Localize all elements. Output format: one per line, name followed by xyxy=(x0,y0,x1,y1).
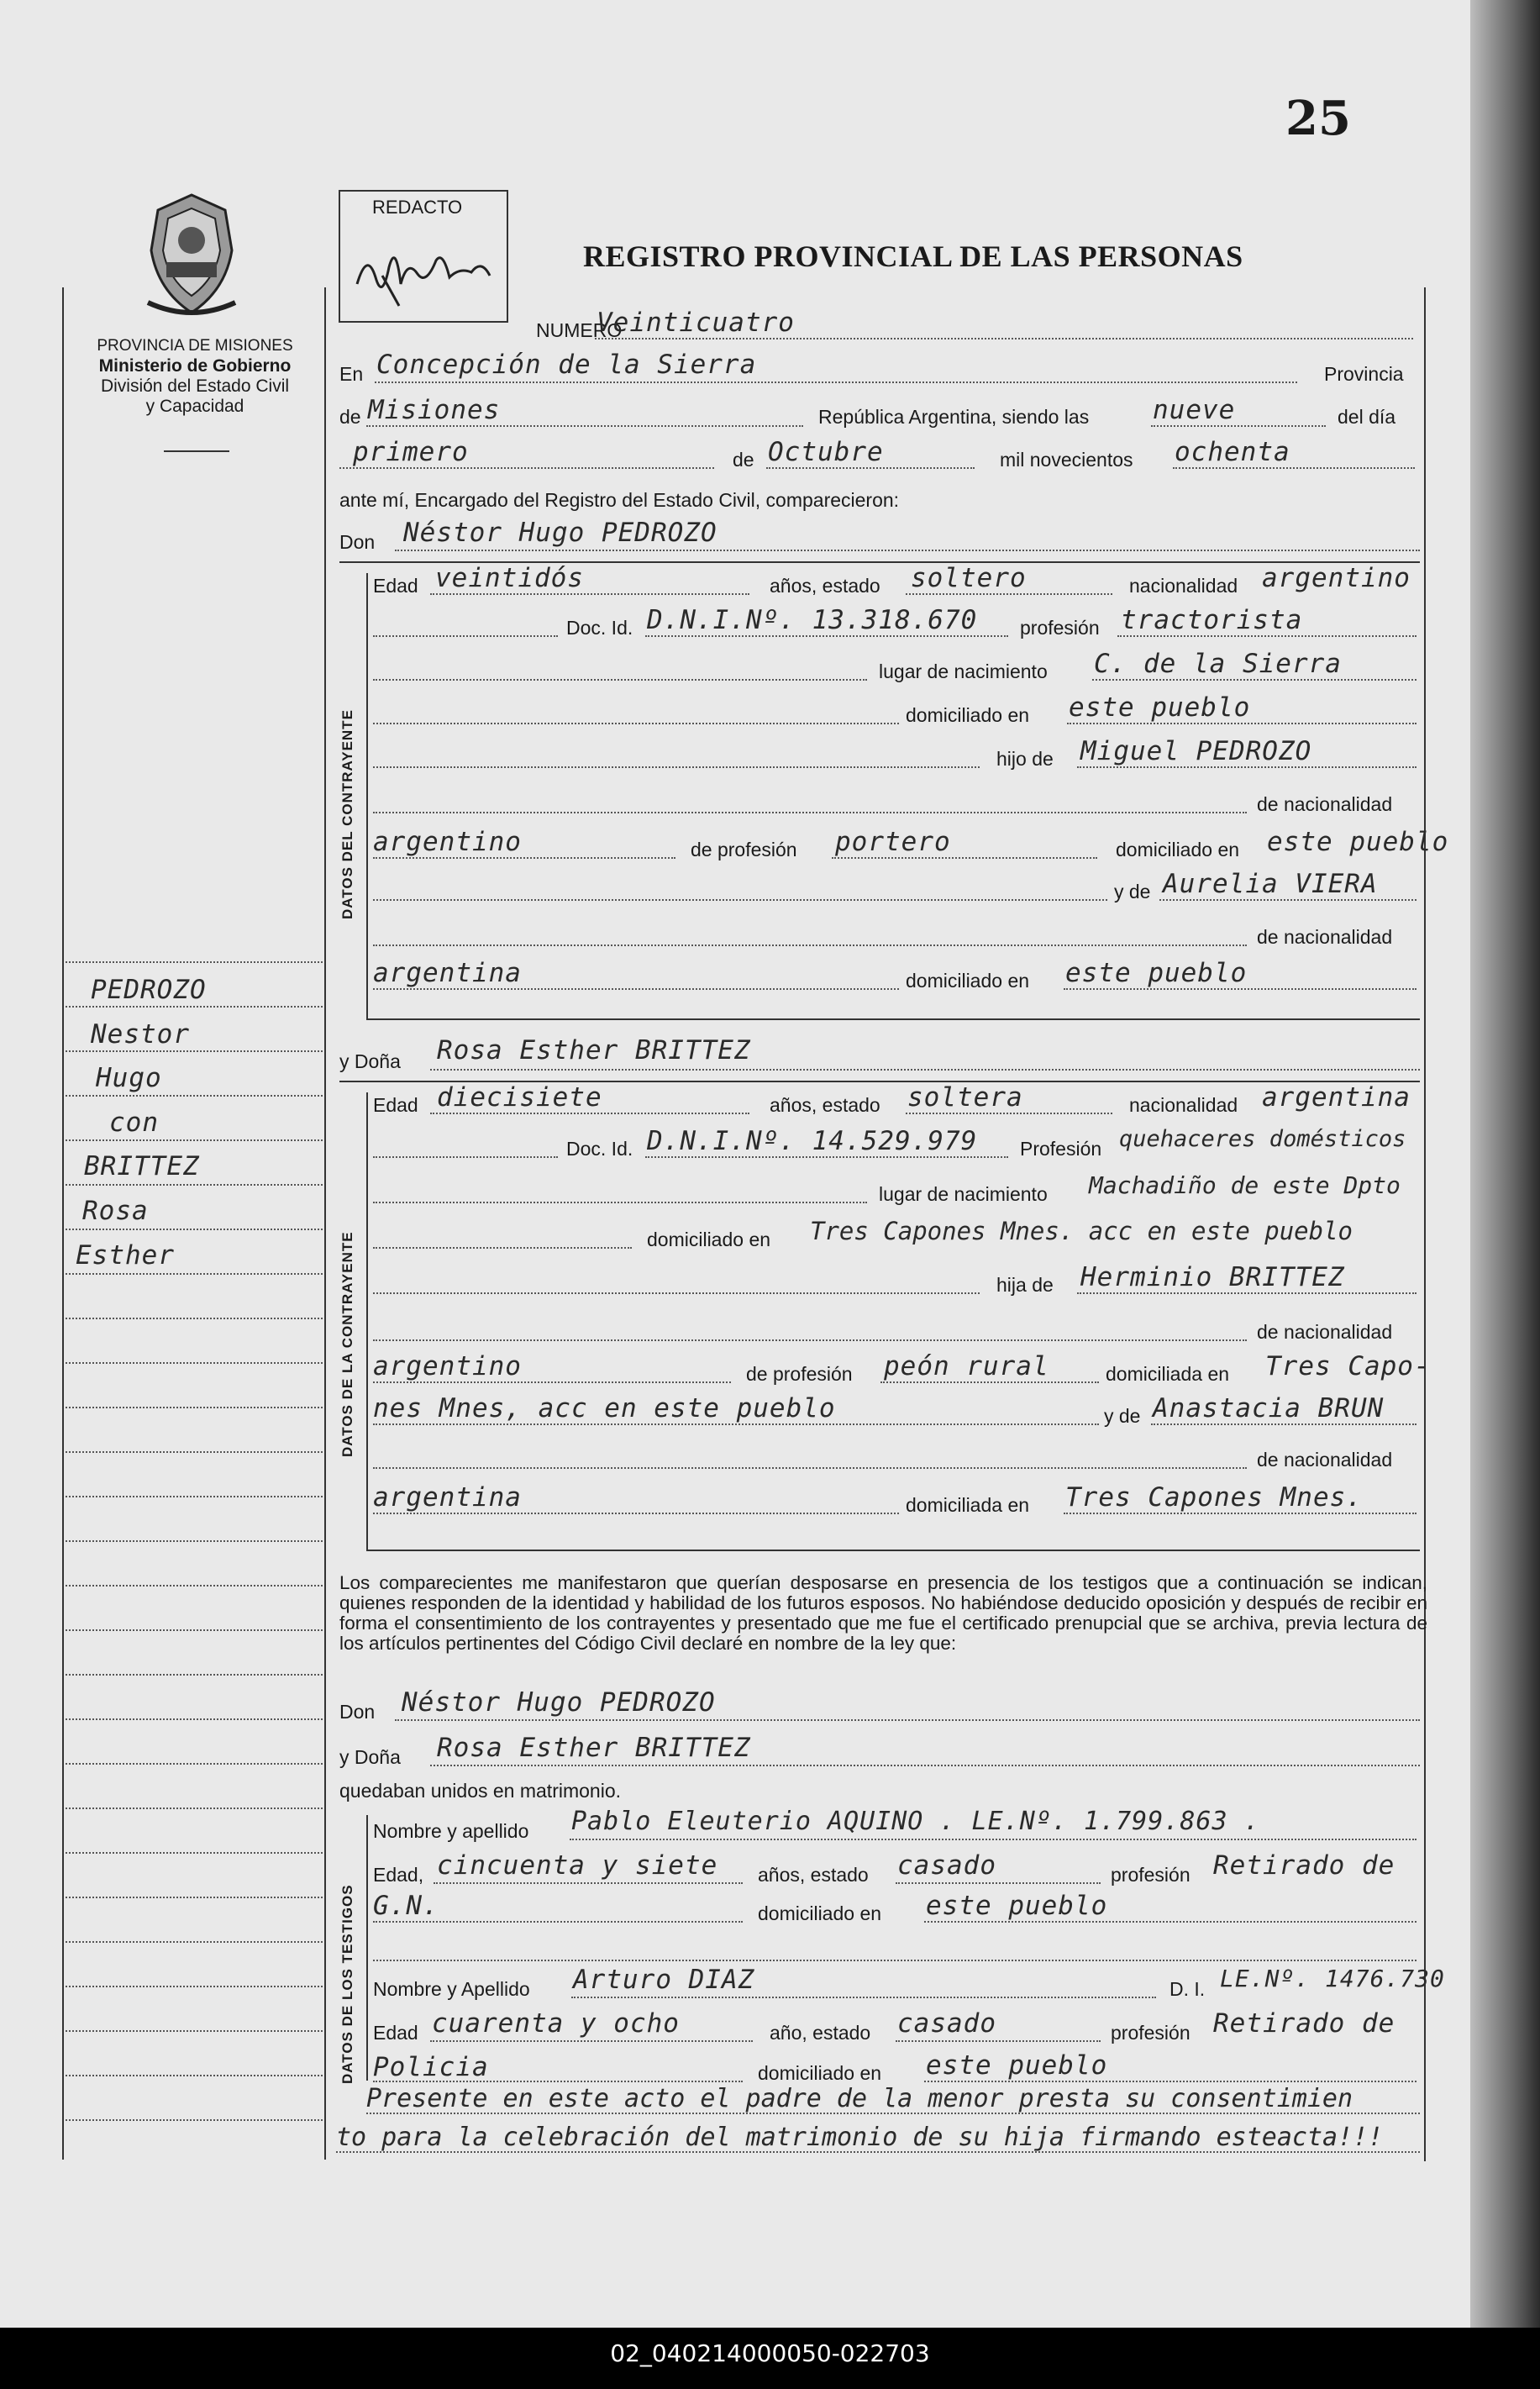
left-frame-line xyxy=(62,287,64,2160)
mil-label: mil novecientos xyxy=(1000,449,1133,471)
margin-row-line xyxy=(66,1496,323,1497)
numero-value: Veinticuatro xyxy=(597,308,795,338)
note-line-1: Presente en este acto el padre de la menor presta su consentimien xyxy=(366,2084,1353,2113)
margin-row-line xyxy=(66,1273,323,1275)
margin-name-6: Rosa xyxy=(82,1196,149,1226)
united-bride-line xyxy=(430,1765,1420,1766)
margin-row-line xyxy=(66,1941,323,1943)
bride-lugar: Machadiño de este Dpto xyxy=(1089,1171,1401,1199)
groom-padre-line xyxy=(1077,766,1416,768)
bride-nac1-label: de nacionalidad xyxy=(1257,1321,1393,1343)
groom-doc-pre-line xyxy=(373,635,558,637)
margin-row-line xyxy=(66,1362,323,1364)
bride-name: Rosa Esther BRITTEZ xyxy=(437,1035,751,1066)
w2-edad: cuarenta y ocho xyxy=(432,2008,680,2039)
bride-madre-line xyxy=(1151,1423,1416,1425)
w1-edad: cincuenta y siete xyxy=(437,1850,718,1881)
groom-edad-label: Edad xyxy=(373,575,418,597)
groom-prof-label: profesión xyxy=(1020,617,1100,639)
margin-row-line xyxy=(66,961,323,963)
province-line: PROVINCIA DE MISIONES xyxy=(97,337,293,355)
margin-name-1: PEDROZO xyxy=(91,975,207,1005)
margin-row-line xyxy=(66,1629,323,1631)
w2-prof-label: profesión xyxy=(1111,2022,1190,2044)
w2-dom-label: domiciliado en xyxy=(758,2062,882,2084)
w1-label: Nombre y apellido xyxy=(373,1820,529,1842)
provincia-label: Provincia xyxy=(1324,363,1404,385)
margin-row-line xyxy=(66,2119,323,2121)
groom-padre-prof: portero xyxy=(835,827,951,857)
margin-name-2: Nestor xyxy=(91,1019,190,1050)
groom-lugar-line xyxy=(1092,679,1416,681)
w2-doc: LE.Nº. 1476.730 xyxy=(1220,1965,1445,1992)
del-dia-label: del día xyxy=(1338,406,1396,428)
united-bride: Rosa Esther BRITTEZ xyxy=(437,1733,751,1763)
province-header xyxy=(60,336,329,417)
bride-madre-dom: Tres Capones Mnes. xyxy=(1065,1482,1363,1513)
bride-nac2-label: de nacionalidad xyxy=(1257,1449,1393,1471)
bride-dom-label: domiciliado en xyxy=(647,1229,771,1250)
groom-padre-dom: este pueblo xyxy=(1267,827,1449,857)
bride-madre-dom-line xyxy=(1064,1513,1416,1514)
w1-prof-b-line xyxy=(373,1921,743,1923)
groom-dom-line xyxy=(1067,723,1416,724)
division-line: División del Estado Civil xyxy=(100,376,290,396)
groom-name-line xyxy=(395,550,1420,551)
hora-line xyxy=(1151,425,1326,427)
w1-prof-label: profesión xyxy=(1111,1864,1190,1886)
bride-doc-pre-line xyxy=(373,1156,558,1158)
numero-label: NUMERO xyxy=(536,319,623,341)
groom-estado: soltero xyxy=(911,563,1027,593)
groom-estado-line xyxy=(906,593,1112,595)
w1-edad-line xyxy=(434,1882,743,1884)
bride-nac-label: nacionalidad xyxy=(1129,1094,1238,1116)
groom-lugar-label: lugar de nacimiento xyxy=(879,660,1048,682)
w2-name: Arturo DIAZ xyxy=(573,1965,755,1995)
w2-estado: casado xyxy=(897,2008,996,2039)
numero-line xyxy=(595,338,1413,339)
united-groom: Néstor Hugo PEDROZO xyxy=(402,1687,716,1718)
margin-row-line xyxy=(66,1585,323,1587)
bride-lugar-pre-line xyxy=(373,1202,867,1203)
bride-padre-dom-b: nes Mnes, acc en este pueblo xyxy=(373,1393,836,1423)
margin-name-7: Esther xyxy=(76,1240,175,1271)
declaration-text: Los comparecientes me manifestaron que querían desposarse en presencia de los testigos que a continuación se indican, quienes responden de la identidad y habilidad de los futuros esposos. No habiéndose deducido oposición y después de recibir en forma el consentimiento de los contrayentes y presentado que me fue el certificado prenupcial que se archiva, previa lectura de los artículos pertinentes del Código Civil declaré en nombre de la ley que: xyxy=(339,1572,1427,1654)
bride-padre-nac: argentino xyxy=(373,1351,522,1381)
groom-madre: Aurelia VIERA xyxy=(1163,869,1378,899)
groom-bracket xyxy=(366,573,368,1018)
bride-name-line xyxy=(430,1069,1420,1071)
margin-row-line xyxy=(66,1986,323,1987)
w1-edad-label: Edad, xyxy=(373,1864,424,1886)
groom-yde-pre-line xyxy=(373,899,1107,901)
margin-row-line xyxy=(66,1139,323,1141)
bride-edad-label: Edad xyxy=(373,1094,418,1116)
en-label: En xyxy=(339,363,364,385)
w1-dom-line xyxy=(924,1921,1416,1923)
w1-dom-label: domiciliado en xyxy=(758,1902,882,1924)
page-number: 25 xyxy=(1285,91,1351,146)
groom-madre-dom-line xyxy=(1064,988,1416,990)
groom-madre-dom-label: domiciliado en xyxy=(906,970,1030,992)
groom-doc-label: Doc. Id. xyxy=(566,617,633,639)
republica-label: República Argentina, siendo las xyxy=(818,406,1090,428)
w1-estado-label: años, estado xyxy=(758,1864,869,1886)
groom-hijo-pre-line xyxy=(373,766,980,768)
book-spine-shadow xyxy=(1470,0,1540,2328)
groom-madre-line xyxy=(1159,899,1416,901)
bride-hija-pre-line xyxy=(373,1292,980,1294)
bride-estado-line xyxy=(906,1113,1112,1114)
w1-estado: casado xyxy=(897,1850,996,1881)
bride-padre: Herminio BRITTEZ xyxy=(1080,1262,1345,1292)
groom-estado-label: años, estado xyxy=(770,575,880,597)
margin-row-line xyxy=(66,1050,323,1052)
bride-dom-pre-line xyxy=(373,1247,632,1249)
w2-estado-line xyxy=(896,2040,1101,2042)
w2-prof-b-line xyxy=(373,2081,743,2082)
de-label: de xyxy=(339,406,361,428)
bride-padre-dom-a: Tres Capo- xyxy=(1265,1351,1431,1381)
w2-doc-label: D. I. xyxy=(1169,1978,1206,2000)
w1-prof-a: Retirado de xyxy=(1213,1850,1395,1881)
w2-prof-a: Retirado de xyxy=(1213,2008,1395,2039)
bride-padre-prof-label: de profesión xyxy=(746,1363,853,1385)
groom-side-label: DATOS DEL CONTRAYENTE xyxy=(339,709,355,919)
de-value: Misiones xyxy=(368,395,501,425)
bride-prof: quehaceres domésticos xyxy=(1119,1126,1406,1152)
de-line xyxy=(366,425,803,427)
note-line-2: to para la celebración del matrimonio de su hija firmando esteacta!!! xyxy=(336,2123,1384,2152)
w2-edad-line xyxy=(430,2040,753,2042)
w2-edad-label: Edad xyxy=(373,2022,418,2044)
groom-padre-prof-line xyxy=(832,857,1097,859)
groom-madre-nac: argentina xyxy=(373,958,522,988)
bride-padre-nac-line xyxy=(373,1381,731,1383)
groom-name: Néstor Hugo PEDROZO xyxy=(403,518,717,548)
groom-nac1-label: de nacionalidad xyxy=(1257,793,1393,815)
note-line-1-rule xyxy=(366,2113,1420,2114)
groom-madre-dom: este pueblo xyxy=(1065,958,1248,988)
w1-estado-line xyxy=(896,1882,1101,1884)
witness-side-label: DATOS DE LOS TESTIGOS xyxy=(339,1884,355,2084)
bride-yde-label: y de xyxy=(1104,1405,1141,1427)
w2-estado-label: año, estado xyxy=(770,2022,871,2044)
ministry-line: Ministerio de Gobierno xyxy=(98,356,292,376)
united-groom-line xyxy=(395,1719,1420,1721)
bride-padre-prof: peón rural xyxy=(884,1351,1049,1381)
groom-nac-label: nacionalidad xyxy=(1129,575,1238,597)
bride-doc: D.N.I.Nº. 14.529.979 xyxy=(647,1126,978,1156)
margin-row-line xyxy=(66,1451,323,1453)
groom-prof-line xyxy=(1117,635,1416,637)
bride-madre: Anastacia BRUN xyxy=(1153,1393,1385,1423)
margin-row-line xyxy=(66,1674,323,1676)
margin-row-line xyxy=(66,1318,323,1319)
w1-prof-b: G.N. xyxy=(373,1891,439,1921)
registry-title: REGISTRO PROVINCIAL DE LAS PERSONAS xyxy=(583,239,1243,273)
bride-madre-dom-label: domiciliada en xyxy=(906,1494,1030,1516)
coat-of-arms-icon xyxy=(141,192,242,318)
w1-name-line xyxy=(570,1839,1416,1840)
right-frame-line xyxy=(1424,287,1426,2161)
groom-padre-dom-label: domiciliado en xyxy=(1116,839,1240,860)
groom-lugar-pre-line xyxy=(373,679,867,681)
signature-icon xyxy=(349,234,500,309)
bride-lugar-label: lugar de nacimiento xyxy=(879,1183,1048,1205)
margin-row-line xyxy=(66,1095,323,1097)
bride-edad: diecisiete xyxy=(437,1082,602,1113)
don-label: Don xyxy=(339,531,376,553)
w2-dom-line xyxy=(924,2081,1416,2082)
bride-padre-dom-b-line xyxy=(373,1423,1099,1425)
ante-mi-text: ante mí, Encargado del Registro del Estado Civil, comparecieron: xyxy=(339,489,900,511)
margin-row-line xyxy=(66,1897,323,1898)
groom-nac: argentino xyxy=(1262,563,1411,593)
redacto-label: REDACTO xyxy=(372,197,463,218)
witness-bracket xyxy=(366,1815,368,2081)
en-line xyxy=(375,382,1297,383)
dona-label: y Doña xyxy=(339,1050,401,1072)
image-caption: 02_040214000050-022703 xyxy=(610,2339,930,2367)
margin-row-line xyxy=(66,1718,323,1720)
bride-doc-label: Doc. Id. xyxy=(566,1138,633,1160)
groom-padre-nac: argentino xyxy=(373,827,522,857)
bride-padre-line xyxy=(1077,1292,1416,1294)
groom-madre-nac-line xyxy=(373,988,899,990)
groom-nac1-line xyxy=(373,812,1247,813)
header-rule xyxy=(164,450,229,452)
groom-yde-label: y de xyxy=(1114,881,1151,902)
groom-nac2-line xyxy=(373,945,1247,946)
mes-value: Octubre xyxy=(768,437,884,467)
mes-line xyxy=(766,467,975,469)
margin-row-line xyxy=(66,1229,323,1230)
en-value: Concepción de la Sierra xyxy=(376,350,757,380)
w2-prof-b: Policia xyxy=(373,2052,489,2082)
margin-row-line xyxy=(66,2030,323,2032)
margin-name-5: BRITTEZ xyxy=(84,1151,200,1181)
bride-nac2-line xyxy=(373,1467,1247,1469)
groom-dom: este pueblo xyxy=(1069,692,1251,723)
bride-nac1-line xyxy=(373,1339,1247,1341)
w1-name: Pablo Eleuterio AQUINO . LE.Nº. 1.799.863 . xyxy=(571,1807,1260,1836)
bride-madre-nac-line xyxy=(373,1513,899,1514)
de-mes-label: de xyxy=(733,449,754,471)
margin-row-line xyxy=(66,1540,323,1542)
anio-line xyxy=(1173,467,1415,469)
bride-hija-label: hija de xyxy=(996,1274,1054,1296)
margin-row-line xyxy=(66,1808,323,1809)
margin-row-line xyxy=(66,1006,323,1008)
margin-name-4: con xyxy=(109,1108,159,1138)
groom-dom-label: domiciliado en xyxy=(906,704,1030,726)
united-dona-label: y Doña xyxy=(339,1746,401,1768)
united-don-label: Don xyxy=(339,1701,376,1723)
groom-edad-line xyxy=(430,593,749,595)
bride-estado-label: años, estado xyxy=(770,1094,880,1116)
anio-value: ochenta xyxy=(1175,437,1290,467)
bride-padre-prof-line xyxy=(880,1381,1099,1383)
margin-row-line xyxy=(66,1407,323,1408)
groom-lugar: C. de la Sierra xyxy=(1094,649,1342,679)
w1-dom: este pueblo xyxy=(926,1891,1108,1921)
redacto-box xyxy=(339,190,508,323)
hora-value: nueve xyxy=(1153,395,1236,425)
groom-nac2-label: de nacionalidad xyxy=(1257,926,1393,948)
bride-estado: soltera xyxy=(907,1082,1023,1113)
bride-edad-line xyxy=(430,1113,749,1114)
groom-padre-nac-line xyxy=(373,857,675,859)
dia-line xyxy=(339,467,714,469)
groom-dom-pre-line xyxy=(373,723,899,724)
bride-padre-dom-label: domiciliada en xyxy=(1106,1363,1230,1385)
bride-nac: argentina xyxy=(1262,1082,1411,1113)
groom-doc: D.N.I.Nº. 13.318.670 xyxy=(647,605,978,635)
margin-frame-line xyxy=(324,287,326,2160)
note-line-2-rule xyxy=(336,2151,1420,2153)
groom-doc-line xyxy=(645,635,1008,637)
bride-bracket xyxy=(366,1092,368,1550)
capacity-line: y Capacidad xyxy=(145,397,244,416)
margin-row-line xyxy=(66,1184,323,1186)
margin-row-line xyxy=(66,2075,323,2076)
bride-doc-line xyxy=(645,1156,1008,1158)
groom-prof: tractorista xyxy=(1121,605,1303,635)
bride-prof-label: Profesión xyxy=(1020,1138,1102,1160)
margin-name-3: Hugo xyxy=(96,1063,162,1093)
groom-bottom-rule xyxy=(366,1018,1420,1020)
bride-side-label: DATOS DE LA CONTRAYENTE xyxy=(339,1231,355,1457)
margin-row-line xyxy=(66,1763,323,1765)
margin-row-line xyxy=(66,1852,323,1854)
united-closing: quedaban unidos en matrimonio. xyxy=(339,1780,622,1802)
w2-label: Nombre y Apellido xyxy=(373,1978,530,2000)
w1-blank-line xyxy=(373,1960,1416,1961)
groom-padre: Miguel PEDROZO xyxy=(1080,736,1312,766)
bride-bottom-rule xyxy=(366,1550,1420,1551)
groom-hijo-label: hijo de xyxy=(996,748,1054,770)
dia-value: primero xyxy=(353,437,469,467)
groom-padre-prof-label: de profesión xyxy=(691,839,797,860)
bride-dom: Tres Capones Mnes. acc en este pueblo xyxy=(810,1217,1353,1245)
w2-dom: este pueblo xyxy=(926,2050,1108,2081)
w2-name-line xyxy=(571,1997,1156,1998)
groom-edad: veintidós xyxy=(435,563,584,593)
bride-madre-nac: argentina xyxy=(373,1482,522,1513)
